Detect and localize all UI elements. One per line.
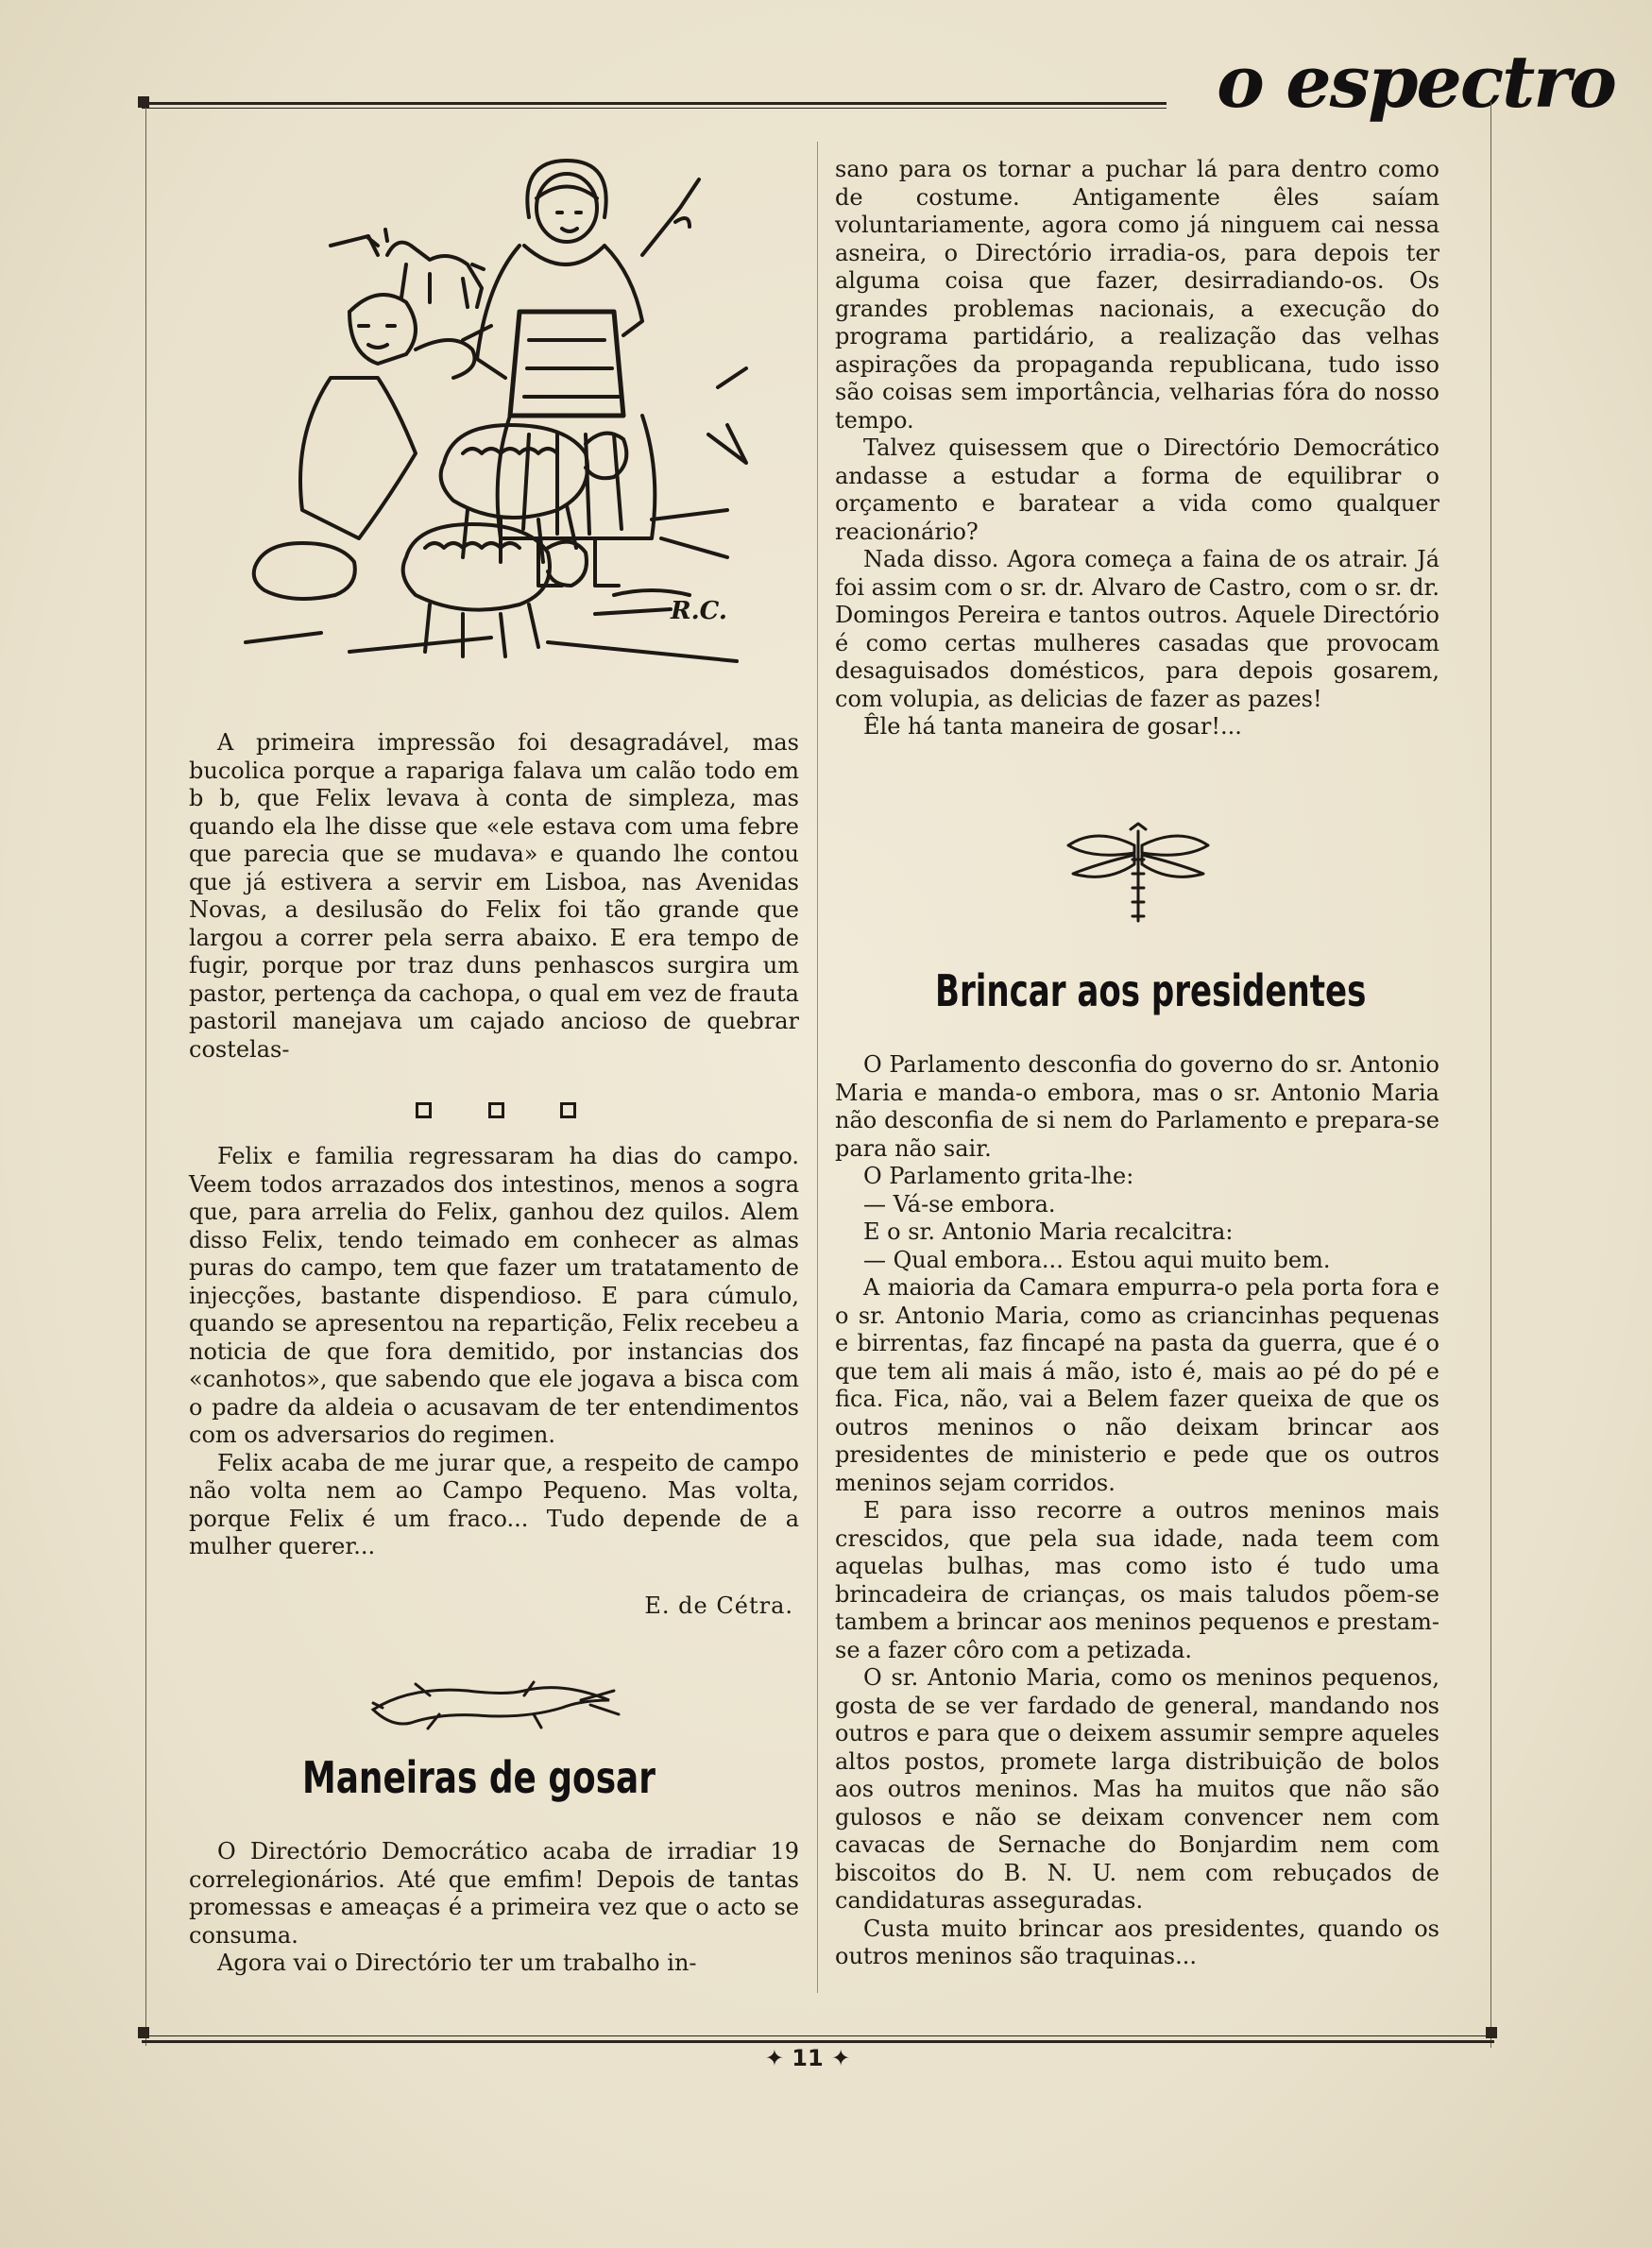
paragraph: — Qual embora... Estou aqui muito bem. <box>863 1246 1331 1273</box>
pastoral-illustration <box>236 151 765 699</box>
right-border-rule <box>1490 102 1491 2048</box>
paragraph: — Vá-se embora. <box>863 1190 1056 1218</box>
square-ornament-icon <box>416 1102 432 1118</box>
article-brincar <box>835 1051 1439 1971</box>
paragraph: sano para os tornar a puchar lá para dentro como de costume. Antigamente êles saíam voluntariamente, agora como já ninguem cai nessa asneira, o Directório irradia-os, para depois ter alguma coisa que fazer, desirradiando-os. Os grandes problemas nacionais, a execução do programa partidário, a realização das velhas aspirações da propaganda republicana, tudo isso são coisas sem importância, velharias fóra do nosso tempo. <box>835 156 1439 434</box>
diamond-ornament-icon: ✦ <box>831 2045 851 2071</box>
paragraph: Custa muito brincar aos presidentes, quando os outros meninos são traquinas... <box>835 1915 1439 1969</box>
square-ornament-icon <box>560 1102 576 1118</box>
paragraph: E para isso recorre a outros meninos mais crescidos, que pela sua idade, nada teem com aquelas bulhas, mas como isto é tudo uma brincadeira de crianças, os mais taludos põem-se tambem a brincar aos meninos pequenos e prestam-se a fazer côro com a petizada. <box>835 1497 1439 1663</box>
square-ornament-icon <box>488 1102 504 1118</box>
page-number <box>760 2044 855 2072</box>
masthead-title: o espectro <box>1217 40 1615 124</box>
corner-ornament-bottom-right <box>1486 2027 1497 2038</box>
left-border-rule <box>145 102 146 2046</box>
paragraph: Êle há tanta maneira de gosar!... <box>863 713 1242 740</box>
paragraph: E o sr. Antonio Maria recalcitra: <box>863 1218 1234 1245</box>
page-number-value: 11 <box>792 2045 824 2071</box>
corner-ornament-top-left <box>138 96 149 108</box>
paragraph: O Parlamento grita-lhe: <box>863 1163 1134 1189</box>
paragraph: O Directório Democrático acaba de irradiar 19 correlegionários. Até que emfim! Depois de tantas promessas e ameaças é a primeira vez que o acto se consuma. <box>189 1838 799 1949</box>
paragraph: Nada disso. Agora começa a faina de os atrair. Já foi assim com o sr. dr. Alvaro de Castro, com o sr. dr. Domingos Pereira e tantos outros. Aquele Directório é como certas mulheres casadas que provocam desaguisados domésticos, para depois gosarem, com volupia, as delicias de fazer as pazes! <box>835 546 1439 712</box>
section-separator <box>416 1096 576 1124</box>
lizard-ornament-icon <box>364 1677 628 1733</box>
dragonfly-ornament-icon <box>1063 822 1214 930</box>
article-campo-part2 <box>189 1143 799 1561</box>
article-maneiras-part1 <box>189 1838 799 1978</box>
diamond-ornament-icon: ✦ <box>764 2045 784 2071</box>
headline-maneiras-de-gosar: Maneiras de gosar <box>302 1752 656 1803</box>
paragraph: Felix acaba de me jurar que, a respeito de campo não volta nem ao Campo Pequeno. Mas volta, porque Felix é um fraco... Tudo depende de a mulher querer... <box>189 1449 799 1559</box>
paragraph: O sr. Antonio Maria, como os meninos pequenos, gosta de se ver fardado de general, mandando nos outros e para que o deixem assumir sempre aqueles altos postos, promete larga distribuição de bolos aos outros meninos. Mas ha muitos que não são gulosos e não se deixam convencer nem com cavacas de Sernache do Bonjardim nem com biscoitos do B. N. U. nem com rebuçados de candidaturas asseguradas. <box>835 1664 1439 1914</box>
paragraph: Felix e familia regressaram ha dias do campo. Veem todos arrazados dos intestinos, menos a sogra que, para arrelia do Felix, ganhou dez quilos. Alem disso Felix, tendo teimado em conhecer as almas puras do campo, tem que fazer um tratatamento de injecções, bastante dispendioso. E para cúmulo, quando se apresentou na repartição, Felix recebeu a noticia de que fora demitido, por instancias dos «canhotos», que sabendo que ele jogava a bisca com o padre da aldeia o acusavam de ter entendimentos com os adversarios do regimen. <box>189 1143 799 1448</box>
paragraph: A maioria da Camara empurra-o pela porta fora e o sr. Antonio Maria, como as criancinhas pequenas e birrentas, faz fincapé na pasta da guerra, que é o que tem ali mais á mão, isto é, mais ao pé do pé e fica. Fica, não, vai a Belem fazer queixa de que os outros meninos o não deixam brincar aos presidentes de ministerio e pede que os outros meninos sejam corridos. <box>835 1274 1439 1496</box>
corner-ornament-bottom-left <box>138 2027 149 2038</box>
bottom-border-rule <box>142 2040 1494 2043</box>
paragraph: Talvez quisessem que o Directório Democrático andasse a estudar a forma de equilibrar o orçamento e baratear a vida como qualquer reacionário? <box>835 434 1439 545</box>
article-campo-part1 <box>189 729 799 1064</box>
paragraph: O Parlamento desconfia do governo do sr. Antonio Maria e manda-o embora, mas o sr. Antonio Maria não desconfia de si nem do Parlamento e prepara-se para não sair. <box>835 1051 1439 1162</box>
paragraph: Agora vai o Directório ter um trabalho in- <box>217 1950 697 1976</box>
article-maneiras-part2 <box>835 156 1439 741</box>
paragraph: A primeira impressão foi desagradável, mas bucolica porque a rapariga falava um calão todo em b b, que Felix levava à conta de simpleza, mas quando ela lhe disse que «ele estava com uma febre que parecia que se mudava» e quando lhe contou que já estivera a servir em Lisboa, nas Avenidas Novas, a desilusão do Felix foi tão grande que largou a correr pela serra abaixo. E era tempo de fugir, porque por traz duns penhascos surgira um pastor, pertença da cachopa, o qual em vez de frauta pastoril manejava um cajado ancioso de quebrar costelas- <box>189 729 799 1063</box>
top-border-rule <box>142 102 1167 105</box>
author-signature: E. de Cétra. <box>644 1592 793 1619</box>
column-divider <box>817 142 818 1993</box>
headline-brincar-aos-presidentes: Brincar aos presidentes <box>935 965 1367 1016</box>
illustration-signature: R.C. <box>671 597 727 625</box>
